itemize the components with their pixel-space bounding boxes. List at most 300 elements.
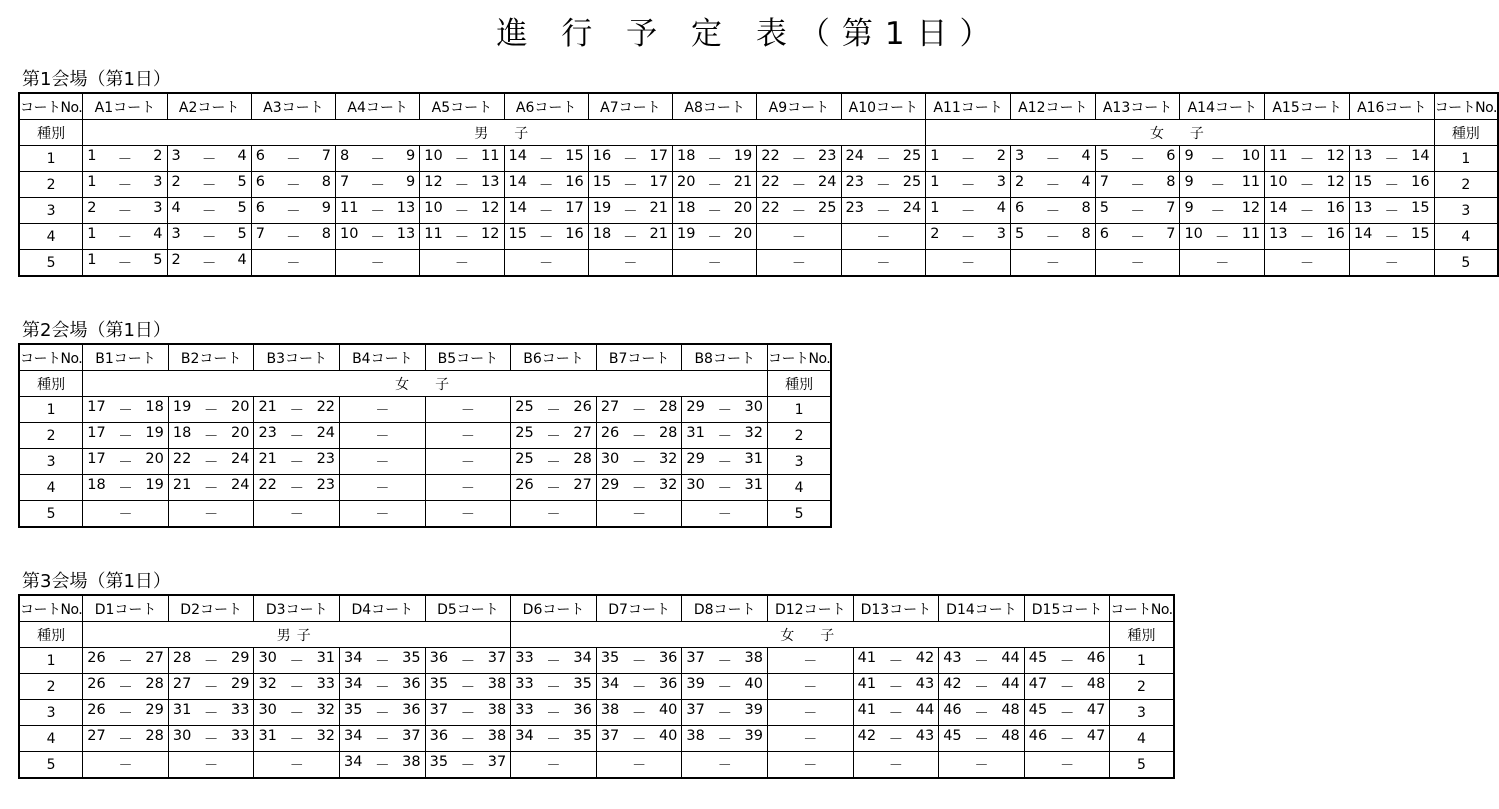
match-pairing	[1180, 226, 1264, 247]
match-cell	[336, 146, 420, 172]
match-cell	[1095, 146, 1180, 172]
team-a: 30	[686, 477, 705, 493]
vs-dash: －	[631, 706, 647, 722]
match-pairing	[83, 252, 166, 273]
vs-dash: －	[876, 152, 891, 168]
team-a: 6	[255, 200, 265, 216]
match-cell	[340, 648, 426, 674]
match-pairing	[505, 148, 588, 169]
match-cell	[168, 726, 254, 752]
vs-dash: －	[876, 204, 891, 220]
vs-dash: －	[1130, 204, 1145, 220]
vs-dash: －	[546, 455, 561, 471]
match-pairing	[168, 226, 251, 247]
court-name: D13コート	[853, 595, 939, 622]
empty-dash: －	[546, 506, 561, 523]
vs-dash: －	[623, 204, 638, 220]
match-pairing	[926, 148, 1010, 169]
vs-dash: －	[286, 178, 301, 194]
vs-dash: －	[201, 152, 217, 168]
round-number: 1	[1434, 146, 1498, 172]
match-pairing	[682, 650, 767, 671]
empty-dash: －	[539, 255, 554, 272]
match-pairing	[511, 399, 596, 420]
vs-dash: －	[286, 230, 301, 246]
team-b: 8	[1081, 200, 1091, 216]
team-a: 22	[761, 174, 780, 190]
team-a: 34	[344, 676, 363, 692]
match-cell	[841, 250, 926, 277]
vs-dash: －	[1384, 152, 1400, 168]
match-cell	[254, 674, 340, 700]
match-cell	[340, 752, 426, 779]
match-row	[19, 423, 831, 449]
team-b: 27	[573, 477, 592, 493]
team-a: 1	[930, 200, 940, 216]
vs-dash: －	[203, 680, 219, 696]
match-cell	[254, 648, 340, 674]
match-pairing	[254, 702, 339, 723]
court-name: D15コート	[1024, 595, 1110, 622]
match-pairing	[682, 451, 767, 472]
team-b: 9	[406, 174, 416, 190]
team-a: 38	[600, 702, 620, 718]
team-b: 32	[658, 477, 678, 493]
round-number: 4	[19, 475, 83, 501]
empty-dash: －	[375, 506, 390, 523]
vs-dash: －	[201, 178, 217, 194]
team-a: 12	[424, 174, 443, 190]
match-cell	[511, 752, 597, 779]
match-cell	[588, 198, 672, 224]
match-pairing	[1180, 200, 1264, 221]
empty-dash: －	[1130, 255, 1145, 272]
team-b: 27	[573, 425, 592, 441]
match-pairing	[597, 676, 682, 697]
match-pairing	[1025, 728, 1110, 749]
venue-title: 第1会場（第1日）	[22, 69, 171, 90]
team-a: 17	[87, 425, 106, 441]
venue-title: 第2会場（第1日）	[22, 320, 171, 341]
empty-dash: －	[803, 679, 818, 696]
vs-dash: －	[631, 481, 647, 497]
round-number: 3	[1110, 700, 1174, 726]
match-cell	[83, 648, 169, 674]
vs-dash: －	[1384, 178, 1400, 194]
vs-dash: －	[1130, 230, 1145, 246]
team-b: 16	[1326, 226, 1345, 242]
team-a: 22	[258, 477, 277, 493]
team-b: 9	[321, 200, 331, 216]
empty-dash: －	[286, 255, 301, 272]
vs-dash: －	[546, 732, 561, 748]
match-cell	[420, 146, 504, 172]
team-b: 13	[396, 200, 416, 216]
match-cell	[167, 224, 251, 250]
match-cell	[768, 674, 854, 700]
match-cell	[504, 250, 588, 277]
round-number: 5	[19, 250, 83, 277]
match-cell	[251, 146, 335, 172]
match-cell	[939, 674, 1025, 700]
court-name: B5コート	[425, 344, 511, 371]
match-cell	[1010, 146, 1095, 172]
vs-dash: －	[375, 680, 390, 696]
match-pairing	[83, 650, 168, 671]
vs-dash: －	[118, 481, 133, 497]
team-b: 25	[902, 148, 922, 164]
vs-dash: －	[117, 178, 133, 194]
court-name: A14コート	[1180, 93, 1265, 120]
match-pairing	[589, 226, 672, 247]
match-pairing	[757, 200, 840, 221]
match-pairing	[926, 174, 1010, 195]
match-cell	[1010, 250, 1095, 277]
team-a: 15	[592, 174, 612, 190]
court-name: A8コート	[673, 93, 757, 120]
team-a: 9	[1184, 174, 1194, 190]
match-cell	[1349, 250, 1434, 277]
court-header-row	[19, 93, 1498, 120]
team-a: 24	[845, 148, 864, 164]
team-b: 38	[487, 702, 507, 718]
vs-dash: －	[118, 706, 133, 722]
vs-dash: －	[546, 706, 561, 722]
team-b: 30	[744, 399, 763, 415]
team-a: 25	[515, 399, 534, 415]
team-a: 30	[172, 728, 192, 744]
team-b: 32	[316, 702, 336, 718]
match-cell	[511, 501, 597, 528]
team-a: 36	[429, 650, 449, 666]
court-name: B8コート	[682, 344, 768, 371]
match-pairing	[252, 148, 335, 169]
type-label: 種別	[19, 622, 83, 648]
match-pairing	[420, 148, 503, 169]
court-name: B3コート	[254, 344, 340, 371]
team-b: 39	[744, 728, 763, 744]
empty-dash: －	[118, 757, 133, 774]
court-name: D8コート	[682, 595, 768, 622]
team-a: 1	[87, 226, 97, 242]
team-b: 12	[481, 200, 500, 216]
team-b: 11	[481, 148, 500, 164]
team-a: 46	[943, 702, 962, 718]
team-a: 39	[686, 676, 705, 692]
team-b: 12	[1241, 200, 1261, 216]
vs-dash: －	[118, 455, 133, 471]
vs-dash: －	[717, 732, 732, 748]
court-header-row	[19, 344, 831, 371]
team-b: 3	[153, 200, 163, 216]
vs-dash: －	[1059, 680, 1075, 696]
team-a: 13	[1353, 200, 1373, 216]
court-name: A2コート	[167, 93, 251, 120]
team-b: 14	[1411, 148, 1430, 164]
team-b: 19	[145, 477, 164, 493]
team-b: 28	[573, 451, 592, 467]
team-b: 4	[153, 226, 163, 242]
court-name: A10コート	[841, 93, 926, 120]
court-name: A6コート	[504, 93, 588, 120]
team-b: 35	[573, 676, 592, 692]
team-a: 5	[1099, 148, 1109, 164]
match-cell	[673, 250, 757, 277]
empty-dash: －	[1045, 255, 1060, 272]
match-pairing	[1011, 174, 1095, 195]
match-cell	[841, 198, 926, 224]
match-cell	[757, 250, 841, 277]
empty-dash: －	[803, 653, 818, 670]
match-pairing	[597, 477, 682, 498]
empty-dash: －	[370, 255, 385, 272]
team-b: 16	[565, 226, 584, 242]
round-number: 2	[19, 423, 83, 449]
court-name: D5コート	[425, 595, 511, 622]
team-a: 47	[1028, 676, 1048, 692]
match-cell	[254, 501, 340, 528]
match-cell	[757, 198, 841, 224]
empty-dash: －	[204, 506, 219, 523]
team-b: 8	[1081, 226, 1091, 242]
empty-dash: －	[375, 402, 390, 419]
match-cell	[168, 423, 254, 449]
match-pairing	[511, 728, 596, 749]
match-cell	[1349, 198, 1434, 224]
vs-dash: －	[460, 732, 476, 748]
match-cell	[682, 397, 768, 423]
empty-dash: －	[791, 255, 806, 272]
team-b: 37	[487, 754, 507, 770]
team-a: 13	[1353, 148, 1373, 164]
team-b: 15	[1411, 226, 1430, 242]
match-cell	[251, 250, 335, 277]
court-name: A15コート	[1265, 93, 1350, 120]
team-b: 21	[733, 174, 753, 190]
match-row	[19, 397, 831, 423]
match-pairing	[597, 399, 682, 420]
team-b: 28	[658, 399, 678, 415]
team-a: 35	[429, 676, 449, 692]
team-a: 26	[600, 425, 620, 441]
team-a: 27	[87, 728, 106, 744]
vs-dash: －	[546, 481, 561, 497]
team-b: 16	[1411, 174, 1430, 190]
match-pairing	[168, 174, 251, 195]
team-a: 6	[255, 148, 265, 164]
team-a: 41	[857, 676, 877, 692]
match-cell	[853, 726, 939, 752]
match-row	[19, 726, 1174, 752]
team-b: 4	[237, 148, 247, 164]
team-b: 32	[316, 728, 336, 744]
vs-dash: －	[203, 455, 219, 471]
empty-dash: －	[289, 757, 304, 774]
vs-dash: －	[117, 204, 133, 220]
round-number: 4	[19, 726, 83, 752]
match-pairing	[169, 399, 254, 420]
court-name: A4コート	[336, 93, 420, 120]
team-b: 18	[145, 399, 164, 415]
match-pairing	[939, 676, 1024, 697]
match-cell	[336, 250, 420, 277]
team-b: 23	[316, 477, 336, 493]
match-pairing	[169, 477, 254, 498]
empty-dash: －	[375, 454, 390, 471]
vs-dash: －	[1210, 204, 1225, 220]
match-pairing	[254, 451, 339, 472]
match-cell	[682, 475, 768, 501]
match-pairing	[511, 702, 596, 723]
vs-dash: －	[538, 178, 554, 194]
match-pairing	[1350, 226, 1434, 247]
team-b: 16	[1326, 200, 1345, 216]
match-pairing	[254, 650, 339, 671]
schedule-table	[18, 594, 1175, 779]
gender-row	[19, 120, 1498, 146]
match-cell	[425, 423, 511, 449]
match-cell	[168, 449, 254, 475]
team-b: 44	[1001, 676, 1020, 692]
team-a: 21	[258, 399, 277, 415]
venue-3-section	[18, 572, 1175, 779]
team-a: 11	[1269, 148, 1288, 164]
match-pairing	[426, 650, 511, 671]
match-pairing	[1350, 174, 1434, 195]
match-pairing	[254, 676, 339, 697]
team-b: 31	[316, 650, 336, 666]
match-cell	[588, 172, 672, 198]
match-cell	[841, 172, 926, 198]
team-a: 16	[592, 148, 612, 164]
team-b: 6	[1166, 148, 1176, 164]
match-pairing	[842, 174, 926, 195]
match-cell	[1265, 172, 1350, 198]
team-b: 15	[1411, 200, 1430, 216]
team-a: 33	[515, 702, 534, 718]
team-a: 27	[600, 399, 620, 415]
court-no-label: コートNo.	[1110, 595, 1174, 622]
match-cell	[83, 501, 169, 528]
match-cell	[336, 172, 420, 198]
team-b: 12	[1326, 148, 1345, 164]
match-pairing	[673, 226, 756, 247]
match-cell	[504, 146, 588, 172]
vs-dash: －	[454, 230, 470, 246]
match-cell	[83, 752, 169, 779]
match-cell	[1024, 700, 1110, 726]
vs-dash: －	[370, 178, 385, 194]
team-b: 32	[658, 451, 678, 467]
vs-dash: －	[289, 481, 304, 497]
match-cell	[1265, 146, 1350, 172]
court-name: A13コート	[1095, 93, 1180, 120]
team-b: 5	[237, 200, 247, 216]
venue-title: 第3会場（第1日）	[22, 571, 171, 592]
empty-dash: －	[974, 757, 989, 774]
match-cell	[768, 726, 854, 752]
match-cell	[254, 475, 340, 501]
match-cell	[926, 250, 1011, 277]
vs-dash: －	[203, 654, 219, 670]
match-cell	[673, 198, 757, 224]
vs-dash: －	[370, 230, 385, 246]
match-cell	[1010, 224, 1095, 250]
match-cell	[1180, 198, 1265, 224]
court-name: A5コート	[420, 93, 504, 120]
vs-dash: －	[631, 429, 647, 445]
team-b: 9	[406, 148, 416, 164]
match-pairing	[673, 148, 756, 169]
court-name: B4コート	[340, 344, 426, 371]
match-pairing	[1025, 676, 1110, 697]
match-cell	[768, 752, 854, 779]
team-b: 34	[573, 650, 592, 666]
vs-dash: －	[960, 230, 976, 246]
team-a: 10	[424, 200, 443, 216]
team-b: 24	[902, 200, 922, 216]
team-a: 42	[943, 676, 962, 692]
team-b: 29	[230, 650, 250, 666]
schedule-table	[18, 343, 832, 528]
team-b: 44	[1001, 650, 1020, 666]
match-pairing	[926, 226, 1010, 247]
vs-dash: －	[203, 481, 219, 497]
match-cell	[340, 449, 426, 475]
team-a: 25	[515, 425, 534, 441]
vs-dash: －	[286, 204, 301, 220]
vs-dash: －	[289, 455, 304, 471]
team-a: 26	[87, 702, 106, 718]
match-pairing	[1096, 226, 1180, 247]
match-cell	[511, 475, 597, 501]
team-b: 40	[744, 676, 763, 692]
match-pairing	[168, 200, 251, 221]
page-title: 進 行 予 定 表（第1日）	[496, 16, 1003, 52]
vs-dash: －	[289, 706, 304, 722]
vs-dash: －	[1299, 204, 1315, 220]
match-row	[19, 501, 831, 528]
team-a: 43	[943, 650, 962, 666]
team-a: 21	[172, 477, 192, 493]
match-pairing	[420, 200, 503, 221]
match-row	[19, 449, 831, 475]
match-cell	[596, 397, 682, 423]
team-b: 4	[1081, 148, 1091, 164]
team-b: 23	[818, 148, 837, 164]
team-b: 46	[1086, 650, 1106, 666]
round-number: 3	[19, 198, 83, 224]
match-cell	[588, 250, 672, 277]
team-a: 14	[1353, 226, 1373, 242]
match-pairing	[757, 174, 840, 195]
team-b: 38	[744, 650, 763, 666]
match-cell	[251, 172, 335, 198]
vs-dash: －	[203, 706, 219, 722]
team-b: 3	[153, 174, 163, 190]
team-a: 33	[515, 650, 534, 666]
team-a: 18	[172, 425, 192, 441]
team-a: 9	[1184, 148, 1194, 164]
team-b: 25	[902, 174, 922, 190]
team-a: 7	[340, 174, 350, 190]
vs-dash: －	[876, 178, 891, 194]
match-cell	[511, 674, 597, 700]
match-pairing	[83, 728, 168, 749]
match-cell	[425, 648, 511, 674]
venue-2-section	[18, 321, 832, 528]
court-header-row	[19, 595, 1174, 622]
